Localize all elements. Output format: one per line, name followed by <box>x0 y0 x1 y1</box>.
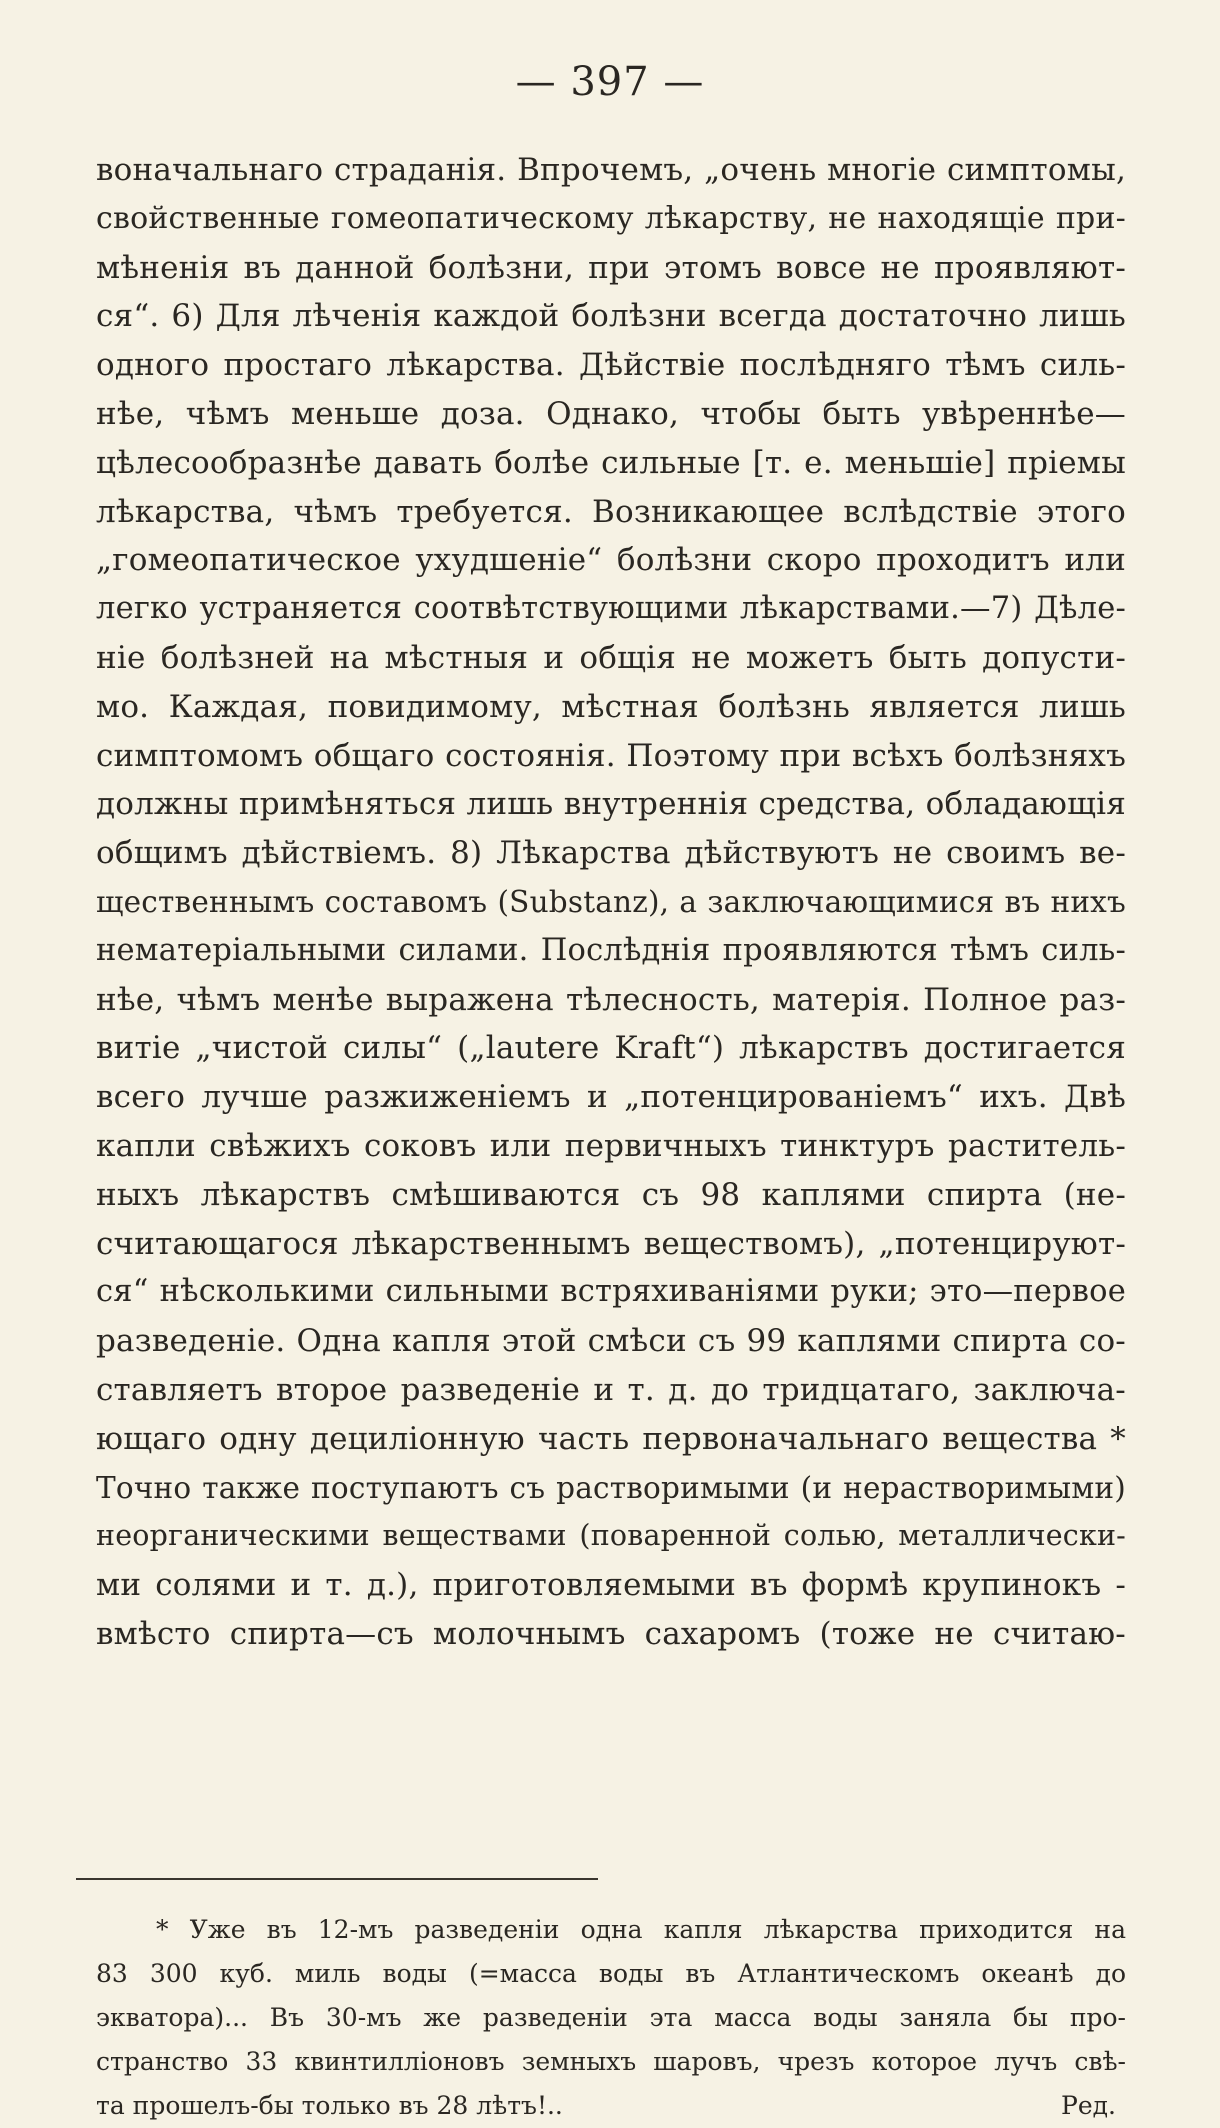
text-line: всего лучше разжиженіемъ и „потенцированіемъ“ ихъ. Двѣ <box>96 1079 1126 1116</box>
text-line: ющаго одну дециліонную часть первоначальнаго вещества * <box>96 1420 1126 1457</box>
footnote-line: странство 33 квинтилліоновъ земныхъ шаровъ, чрезъ которое лучъ свѣ- <box>96 2047 1126 2076</box>
text-line: должны примѣняться лишь внутреннія средства, обладающія <box>96 786 1126 823</box>
main-text <box>96 146 1126 1659</box>
text-line: ныхъ лѣкарствъ смѣшиваются съ 98 каплями спирта (не- <box>96 1176 1126 1213</box>
footnote-last-line <box>96 2084 1126 2128</box>
text-line: лѣкарства, чѣмъ требуется. Возникающее вслѣдствіе этого <box>96 493 1126 530</box>
page-number: — 397 — <box>515 59 705 105</box>
text-line: ми солями и т. д.), приготовляемыми въ формѣ крупинокъ - <box>96 1567 1126 1604</box>
text-line: воначальнаго страданія. Впрочемъ, „очень многіе симптомы, <box>96 152 1126 188</box>
text-line: щественнымъ составомъ (Substanz), а заключающимися въ нихъ <box>96 884 1126 919</box>
text-line: ніе болѣзней на мѣстныя и общія не можетъ быть допусти- <box>96 639 1126 676</box>
text-line: неорганическими веществами (поваренной солью, металлически- <box>96 1519 1126 1553</box>
text-line: мо. Каждая, повидимому, мѣстная болѣзнь является лишь <box>96 688 1126 725</box>
text-line: нематеріальными силами. Послѣднія проявляются тѣмъ силь- <box>96 932 1126 968</box>
editor-note: Ред. <box>1061 2091 1116 2120</box>
text-line: одного простаго лѣкарства. Дѣйствіе послѣдняго тѣмъ силь- <box>96 347 1126 384</box>
text-line: считающагося лѣкарственнымъ веществомъ), „потенцируют- <box>96 1225 1126 1262</box>
text-line: нѣе, чѣмъ менѣе выражена тѣлесность, матерія. Полное раз- <box>96 981 1126 1018</box>
footnote-line: экватора)... Въ 30-мъ же разведеніи эта масса воды заняла бы про- <box>96 2003 1126 2032</box>
footnote-divider <box>76 1878 598 1880</box>
text-line: свойственные гомеопатическому лѣкарству, не находящіе при- <box>96 200 1126 236</box>
text-line: общимъ дѣйствіемъ. 8) Лѣкарства дѣйствуютъ не своимъ ве- <box>96 835 1126 872</box>
text-line: „гомеопатическое ухудшеніе“ болѣзни скоро проходитъ или <box>96 542 1126 579</box>
text-line: ся“ нѣсколькими сильными встряхиваніями руки; это—первое <box>96 1274 1126 1310</box>
text-line: нѣе, чѣмъ меньше доза. Однако, чтобы быть увѣреннѣе— <box>96 395 1126 432</box>
text-line: капли свѣжихъ соковъ или первичныхъ тинктуръ раститель- <box>96 1127 1126 1164</box>
footnote <box>96 1908 1126 2128</box>
text-line: мѣненія въ данной болѣзни, при этомъ вовсе не проявляют- <box>96 249 1126 286</box>
text-line: Точно также поступаютъ съ растворимыми (и нерастворимыми) <box>96 1470 1126 1505</box>
text-line: легко устраняется соотвѣтствующими лѣкарствами.—7) Дѣле- <box>96 591 1126 627</box>
text-line: симптомомъ общаго состоянія. Поэтому при всѣхъ болѣзняхъ <box>96 737 1126 774</box>
footnote-line: * Уже въ 12-мъ разведеніи одна капля лѣкарства приходится на <box>156 1915 1126 1944</box>
text-line: вмѣсто спирта—съ молочнымъ сахаромъ (тоже не считаю- <box>96 1615 1126 1652</box>
footnote-line: 83 300 куб. миль воды (=масса воды въ Атлантическомъ океанѣ до <box>96 1959 1126 1988</box>
footnote-line: та прошелъ-бы только въ 28 лѣтъ!.. <box>96 2091 563 2120</box>
text-line: ставляетъ второе разведеніе и т. д. до тридцатаго, заключа- <box>96 1371 1126 1408</box>
text-line: ся“. 6) Для лѣченія каждой болѣзни всегда достаточно лишь <box>96 298 1126 335</box>
text-line: витіе „чистой силы“ („lautere Kraft“) лѣкарствъ достигается <box>96 1030 1126 1067</box>
text-line: разведеніе. Одна капля этой смѣси съ 99 каплями спирта со- <box>96 1323 1126 1360</box>
text-line: цѣлесообразнѣе давать болѣе сильные [т. е. меньшіе] пріемы <box>96 444 1126 481</box>
